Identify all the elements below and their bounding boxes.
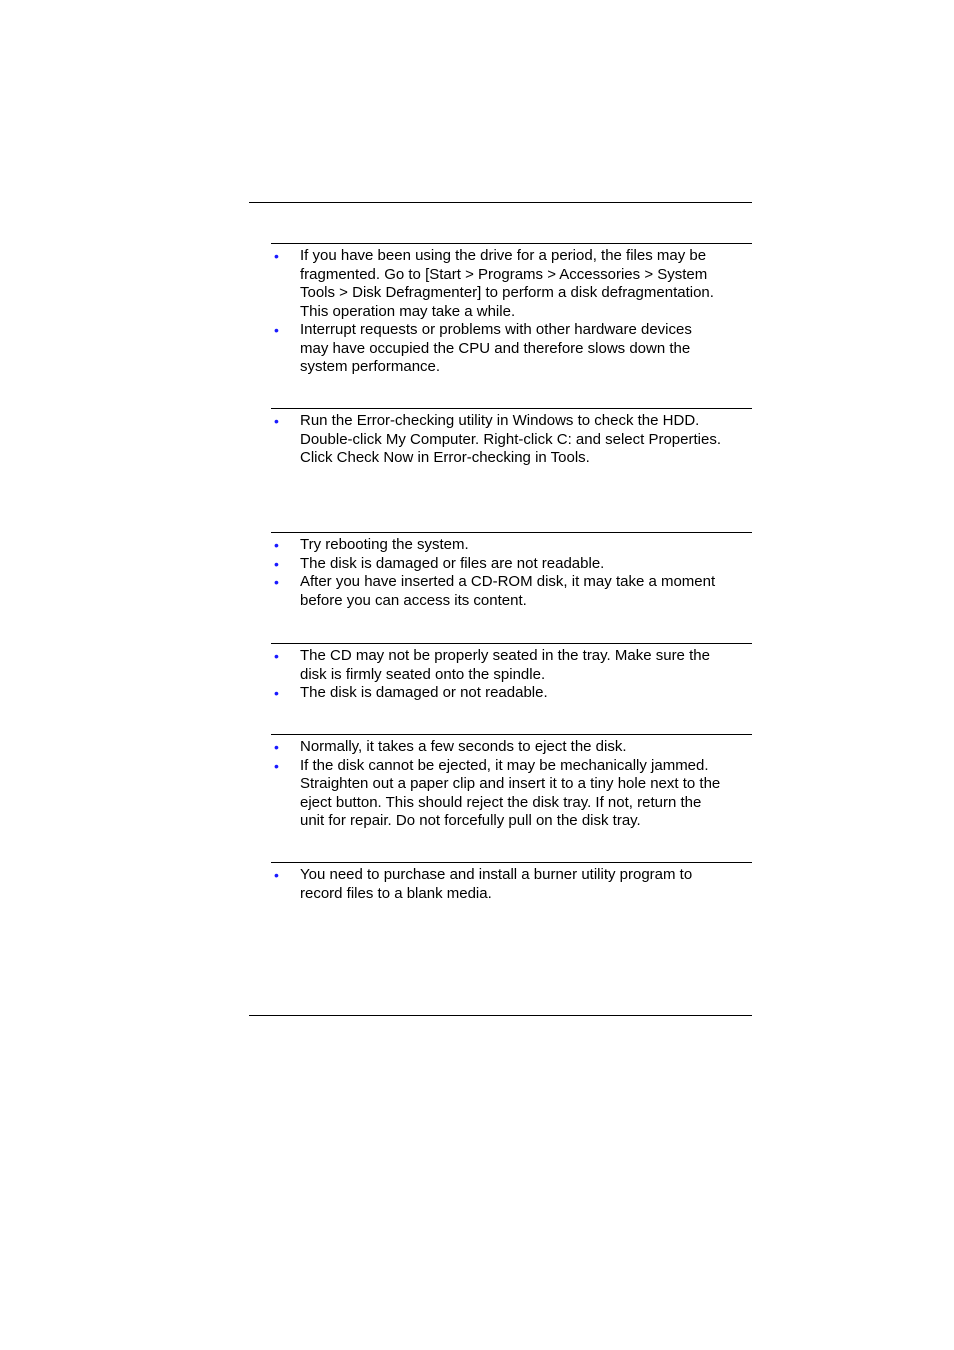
- text-line: unit for repair. Do not forcefully pull on the disk tray.: [300, 812, 641, 829]
- text-line: system performance.: [300, 358, 441, 375]
- bullet-icon: •: [274, 757, 279, 774]
- list-item: [271, 321, 752, 377]
- text-line: fragmented. Go to [Start > Programs > Accessories > System: [300, 265, 708, 283]
- text-line: If you have been using the drive for a period, the files may be: [300, 247, 707, 264]
- text-line: Run the Error-checking utility in Windows to check the HDD.: [300, 412, 700, 429]
- bullet-icon: •: [274, 867, 279, 883]
- bullet-icon: •: [274, 413, 279, 429]
- text-line: before you can access its content.: [300, 591, 527, 609]
- bullet-list: [271, 247, 752, 377]
- list-item: [271, 647, 752, 684]
- text-line: Click Check Now in Error-checking in Tools.: [300, 449, 590, 466]
- section-eject: [271, 734, 752, 831]
- bullet-list: [271, 412, 752, 468]
- bullet-icon: •: [274, 739, 279, 755]
- bullet-icon: •: [274, 685, 279, 701]
- text-line: This operation may take a while.: [300, 302, 516, 320]
- section-cd-access: [271, 532, 752, 610]
- section-rule: [271, 734, 752, 735]
- text-line: eject button. This should reject the disk tray. If not, return the: [300, 793, 702, 811]
- text-line: Straighten out a paper clip and insert it to a tiny hole next to the: [300, 775, 721, 792]
- text-line: After you have inserted a CD-ROM disk, it may take a moment: [300, 573, 716, 590]
- bullet-list: [271, 647, 752, 703]
- section-error-checking: [271, 408, 752, 468]
- list-item: [271, 738, 752, 757]
- section-rule: [271, 862, 752, 863]
- section-defragmentation: [271, 243, 752, 377]
- text-line: If the disk cannot be ejected, it may be mechanically jammed.: [300, 756, 709, 774]
- text-line: Normally, it takes a few seconds to eject the disk.: [300, 738, 627, 755]
- section-burner: [271, 862, 752, 903]
- list-item: [271, 555, 752, 574]
- bullet-list: [271, 866, 752, 903]
- bullet-icon: •: [274, 537, 279, 553]
- text-line: may have occupied the CPU and therefore slows down the: [300, 339, 691, 357]
- bullet-icon: •: [274, 648, 279, 664]
- list-item: [271, 684, 752, 703]
- bullet-icon: •: [274, 574, 279, 590]
- text-line: The disk is damaged or not readable.: [300, 684, 548, 701]
- bullet-icon: •: [274, 555, 279, 572]
- section-rule: [271, 243, 752, 244]
- list-item: [271, 412, 752, 468]
- section-cd-seating: [271, 643, 752, 703]
- bullet-list: [271, 536, 752, 610]
- bullet-icon: •: [274, 248, 279, 264]
- text-line: Double-click My Computer. Right-click C: and select Properties.: [300, 430, 721, 448]
- text-line: The CD may not be properly seated in the tray. Make sure the: [300, 647, 710, 664]
- text-line: Try rebooting the system.: [300, 536, 469, 553]
- bullet-list: [271, 738, 752, 831]
- text-line: The disk is damaged or files are not readable.: [300, 554, 605, 572]
- list-item: [271, 573, 752, 610]
- bullet-icon: •: [274, 322, 279, 338]
- list-item: [271, 247, 752, 321]
- header-rule: [249, 202, 752, 203]
- section-rule: [271, 643, 752, 644]
- text-line: disk is firmly seated onto the spindle.: [300, 665, 546, 683]
- list-item: [271, 757, 752, 831]
- text-line: You need to purchase and install a burner utility program to: [300, 866, 693, 883]
- section-rule: [271, 408, 752, 409]
- list-item: [271, 536, 752, 555]
- list-item: [271, 866, 752, 903]
- text-line: Interrupt requests or problems with other hardware devices: [300, 321, 692, 338]
- section-rule: [271, 532, 752, 533]
- text-line: Tools > Disk Defragmenter] to perform a disk defragmentation.: [300, 284, 714, 301]
- footer-rule: [249, 1015, 752, 1016]
- text-line: record files to a blank media.: [300, 884, 492, 902]
